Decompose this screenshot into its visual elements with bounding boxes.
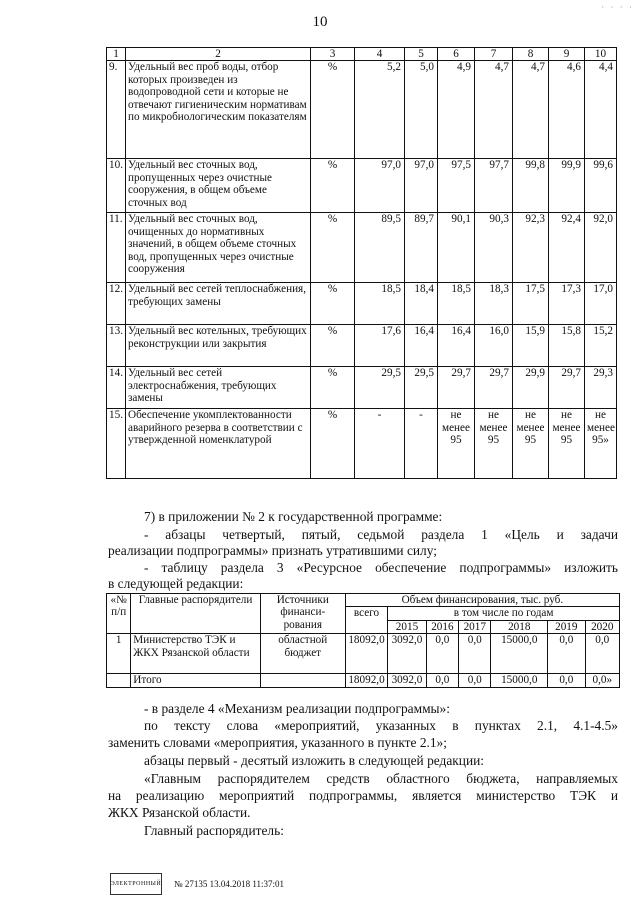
col-total: всего: [345, 607, 387, 634]
row-indicator-name: Удельный вес котельных, требующих реконструкции или закрытия: [126, 325, 311, 367]
table-row: [107, 213, 617, 283]
itog-2020: 0,0»: [585, 674, 619, 687]
row-2016: 0,0: [426, 634, 458, 674]
row-value-col-4: 17,6: [355, 325, 405, 367]
row-value-col-5: 5,0: [405, 61, 438, 159]
header-col-4: 4: [355, 48, 405, 61]
paragraph-abzacy-pervyi: абзацы первый - десятый изложить в следующей редакции:: [144, 753, 485, 768]
col-main: Главные распорядители: [131, 594, 261, 634]
row-2019: 0,0: [548, 634, 585, 674]
row-2017: 0,0: [459, 634, 491, 674]
table-row: [107, 367, 617, 409]
row-value-col-8: 17,5: [513, 283, 549, 325]
table-row: [107, 61, 617, 159]
row-number: 13.: [107, 325, 126, 367]
paragraph-7: 7) в приложении № 2 к государственной программе:: [144, 509, 443, 524]
row-value-col-9: 17,3: [549, 283, 585, 325]
header-col-9: 9: [549, 48, 585, 61]
row-number: 12.: [107, 283, 126, 325]
row-value-col-7: 29,7: [475, 367, 513, 409]
row-value-col-7: не менее 95: [475, 409, 513, 479]
itog-2019: 0,0: [548, 674, 585, 687]
page-number: 10: [312, 14, 328, 30]
table-row: [107, 283, 617, 325]
row-value-col-6: не менее 95: [438, 409, 475, 479]
col-by-years: в том числе по годам: [388, 607, 620, 620]
document-registration: № 27135 13.04.2018 11:37:01: [174, 879, 285, 889]
paragraph-razdel-4: - в разделе 4 «Механизм реализации подпрограммы»:: [144, 701, 450, 716]
row-indicator-name: Удельный вес сетей теплоснабжения, требующих замены: [126, 283, 311, 325]
col-year-2018: 2018: [491, 620, 548, 633]
row-indicator-name: Удельный вес сетей электроснабжения, требующих замены: [126, 367, 311, 409]
row-indicator-name: Удельный вес проб воды, отбор которых произведен из водопроводной сети и которые не отвечают гигиеническим нормативам по микробиологическим показателям: [126, 61, 311, 159]
electronic-stamp-icon: [110, 873, 162, 895]
row-value-col-8: 15,9: [513, 325, 549, 367]
col-volume: Объем финансирования, тыс. руб.: [345, 594, 619, 607]
row-value-col-6: 18,5: [438, 283, 475, 325]
row-value-col-10: не менее 95»: [585, 409, 617, 479]
itog-2017: 0,0: [459, 674, 491, 687]
col-num: «№ п/п: [107, 594, 131, 634]
header-col-2: 2: [126, 48, 311, 61]
col-year-2019: 2019: [548, 620, 585, 633]
row-unit: %: [311, 283, 355, 325]
col-year-2015: 2015: [388, 620, 426, 633]
row-unit: %: [311, 409, 355, 479]
row-value-col-8: 92,3: [513, 213, 549, 283]
row-value-col-5: 89,7: [405, 213, 438, 283]
row-value-col-5: -: [405, 409, 438, 479]
row-value-col-7: 97,7: [475, 159, 513, 213]
row-value-col-5: 16,4: [405, 325, 438, 367]
row-2020: 0,0: [585, 634, 619, 674]
row-value-col-7: 16,0: [475, 325, 513, 367]
paragraph-abzacy-2: реализации подпрограммы» признать утратившими силу;: [108, 543, 437, 558]
row-value-col-9: 92,4: [549, 213, 585, 283]
header-col-3: 3: [311, 48, 355, 61]
header-col-5: 5: [405, 48, 438, 61]
row-number: 10.: [107, 159, 126, 213]
scan-mark: · · · ·: [601, 2, 634, 12]
indicators-table: [106, 47, 617, 479]
row-value-col-4: 89,5: [355, 213, 405, 283]
row-total: 18092,0: [345, 634, 387, 674]
table-row: [107, 159, 617, 213]
row-value-col-9: 4,6: [549, 61, 585, 159]
row-value-col-4: 18,5: [355, 283, 405, 325]
row-value-col-4: -: [355, 409, 405, 479]
row-value-col-8: не менее 95: [513, 409, 549, 479]
paragraph-glavnym-1: «Главным распорядителем средств областного бюджета, направляемых: [144, 771, 618, 786]
row-2018: 15000,0: [491, 634, 548, 674]
row-value-col-6: 97,5: [438, 159, 475, 213]
row-value-col-10: 92,0: [585, 213, 617, 283]
row-num: 1: [107, 634, 131, 674]
row-unit: %: [311, 213, 355, 283]
itog-source: [260, 674, 345, 687]
row-value-col-6: 29,7: [438, 367, 475, 409]
header-col-8: 8: [513, 48, 549, 61]
row-value-col-5: 29,5: [405, 367, 438, 409]
row-value-col-9: 99,9: [549, 159, 585, 213]
paragraph-table-2: в следующей редакции:: [108, 576, 244, 591]
row-value-col-5: 18,4: [405, 283, 438, 325]
row-number: 9.: [107, 61, 126, 159]
row-value-col-9: 15,8: [549, 325, 585, 367]
paragraph-glavnyi-rasporyaditel: Главный распорядитель:: [144, 823, 284, 838]
stamp-label: ЭЛЕКТРОННЫЙ: [110, 881, 162, 887]
row-value-col-6: 16,4: [438, 325, 475, 367]
row-2015: 3092,0: [388, 634, 426, 674]
row-value-col-4: 29,5: [355, 367, 405, 409]
row-number: 11.: [107, 213, 126, 283]
paragraph-po-tekstu-1: по тексту слова «мероприятий, указанных в пунктах 2.1, 4.1-4.5»: [144, 718, 618, 733]
row-main: Министерство ТЭК и ЖКХ Рязанской области: [131, 634, 261, 674]
table-header-row: [107, 48, 617, 61]
row-source: областной бюджет: [260, 634, 345, 674]
header-col-1: 1: [107, 48, 126, 61]
col-year-2020: 2020: [585, 620, 619, 633]
row-value-col-8: 99,8: [513, 159, 549, 213]
paragraph-table-1: - таблицу раздела 3 «Ресурсное обеспечение подпрограммы» изложить: [144, 560, 618, 575]
itog-label: Итого: [131, 674, 261, 687]
col-year-2017: 2017: [459, 620, 491, 633]
row-indicator-name: Обеспечение укомплектованности аварийного резерва в соответствии с утвержденной номенклатурой: [126, 409, 311, 479]
row-number: 15.: [107, 409, 126, 479]
header-col-6: 6: [438, 48, 475, 61]
row-value-col-9: не менее 95: [549, 409, 585, 479]
col-source: Источники финанси-рования: [260, 594, 345, 634]
row-unit: %: [311, 61, 355, 159]
paragraph-po-tekstu-2: заменить словами «мероприятия, указанного в пункте 2.1»;: [108, 735, 447, 750]
row-value-col-10: 4,4: [585, 61, 617, 159]
row-value-col-7: 4,7: [475, 61, 513, 159]
table-row: [107, 409, 617, 479]
table-row: [107, 325, 617, 367]
row-value-col-10: 29,3: [585, 367, 617, 409]
row-value-col-10: 99,6: [585, 159, 617, 213]
itog-2015: 3092,0: [388, 674, 426, 687]
row-value-col-6: 4,9: [438, 61, 475, 159]
itog-total: 18092,0: [345, 674, 387, 687]
row-indicator-name: Удельный вес сточных вод, пропущенных через очистные сооружения, в общем объеме сточных вод: [126, 159, 311, 213]
row-number: 14.: [107, 367, 126, 409]
itog-num: [107, 674, 131, 687]
row-value-col-5: 97,0: [405, 159, 438, 213]
row-value-col-8: 4,7: [513, 61, 549, 159]
header-col-10: 10: [585, 48, 617, 61]
row-unit: %: [311, 367, 355, 409]
row-value-col-6: 90,1: [438, 213, 475, 283]
row-unit: %: [311, 159, 355, 213]
paragraph-glavnym-3: ЖКХ Рязанской области.: [108, 805, 251, 820]
row-value-col-9: 29,7: [549, 367, 585, 409]
row-value-col-7: 90,3: [475, 213, 513, 283]
funding-table: [106, 593, 620, 688]
row-indicator-name: Удельный вес сточных вод, очищенных до нормативных значений, в общем объеме сточных вод, пропущенных через очистные сооружения: [126, 213, 311, 283]
row-unit: %: [311, 325, 355, 367]
row-value-col-10: 17,0: [585, 283, 617, 325]
itog-2018: 15000,0: [491, 674, 548, 687]
row-value-col-4: 97,0: [355, 159, 405, 213]
itog-2016: 0,0: [426, 674, 458, 687]
row-value-col-10: 15,2: [585, 325, 617, 367]
footer: [110, 873, 284, 895]
row-value-col-7: 18,3: [475, 283, 513, 325]
paragraph-abzacy-1: - абзацы четвертый, пятый, седьмой раздела 1 «Цель и задачи: [144, 527, 618, 542]
header-col-7: 7: [475, 48, 513, 61]
col-year-2016: 2016: [426, 620, 458, 633]
paragraph-glavnym-2: на реализацию мероприятий подпрограммы, является министерство ТЭК и: [108, 788, 618, 803]
row-value-col-8: 29,9: [513, 367, 549, 409]
row-value-col-4: 5,2: [355, 61, 405, 159]
